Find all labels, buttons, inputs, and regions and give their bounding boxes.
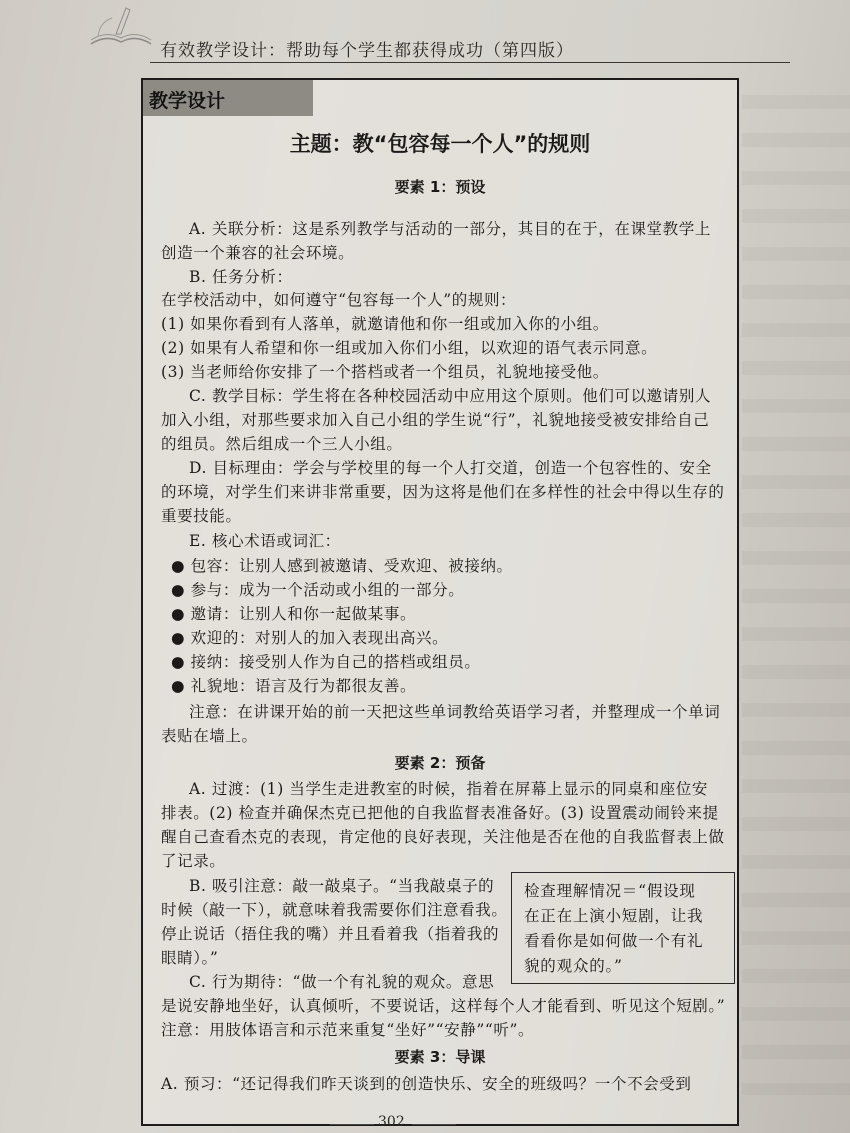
vocab-item: ● 参与：成为一个活动或小组的一部分。 bbox=[171, 581, 465, 599]
text-line: 注意：在讲课开始的前一天把这些单词教给英语学习者，并整理成一个单词 bbox=[189, 703, 721, 721]
running-head: 有效教学设计：帮助每个学生都获得成功（第四版） bbox=[160, 41, 574, 61]
text-line: C. 教学目标：学生将在各种校园活动中应用这个原则。他们可以邀请别人 bbox=[189, 387, 712, 405]
callout-line: 貌的观众的。” bbox=[524, 957, 623, 975]
page-number-rule-left bbox=[330, 1124, 374, 1125]
text-line: 时候（敲一下），就意味着我需要你们注意看我。 bbox=[161, 901, 508, 919]
vocab-text: 礼貌地：语言及行为都很友善。 bbox=[190, 677, 417, 695]
text-line: A. 预习：“还记得我们昨天谈到的创造快乐、安全的班级吗？一个不会受到 bbox=[161, 1075, 692, 1093]
text-line: 停止说话（捂住我的嘴）并且看着我（指着我的 bbox=[161, 925, 500, 943]
vocab-item: ● 邀请：让别人和你一起做某事。 bbox=[171, 605, 417, 623]
vocab-text: 包容：让别人感到被邀请、受欢迎、被接纳。 bbox=[190, 557, 513, 575]
lesson-design-box bbox=[141, 78, 739, 1126]
vocab-item: ● 欢迎的：对别人的加入表现出高兴。 bbox=[171, 629, 449, 647]
vocab-text: 邀请：让别人和你一起做某事。 bbox=[190, 605, 417, 623]
page-number: 302 bbox=[378, 1114, 405, 1130]
box-tab-label: 教学设计 bbox=[149, 90, 226, 112]
text-line: E. 核心术语或词汇： bbox=[189, 532, 341, 550]
callout-line: 在正在上演小短剧，让我 bbox=[524, 907, 704, 925]
text-line: 在学校活动中，如何遵守“包容每一个人”的规则： bbox=[161, 291, 517, 309]
text-line: (1) 如果你看到有人落单，就邀请他和你一组或加入你的小组。 bbox=[161, 315, 609, 333]
vocab-text: 欢迎的：对别人的加入表现出高兴。 bbox=[190, 629, 449, 647]
text-line: (2) 如果有人希望和你一组或加入你们小组，以欢迎的语气表示同意。 bbox=[161, 339, 658, 357]
page-number-rule-right bbox=[412, 1124, 456, 1125]
section-heading-3: 要素 3：导课 bbox=[394, 1048, 486, 1066]
section-heading-1: 要素 1：预设 bbox=[394, 178, 486, 196]
text-line: 注意：用肢体语言和示范来重复“坐好”“安静”“听”。 bbox=[161, 1021, 535, 1039]
vocab-item: ● 包容：让别人感到被邀请、受欢迎、被接纳。 bbox=[171, 557, 513, 575]
text-line: (3) 当老师给你安排了一个搭档或者一个组员，礼貌地接受他。 bbox=[161, 363, 609, 381]
bleed-through-text bbox=[742, 95, 850, 1095]
text-line: B. 吸引注意：敲一敲桌子。“当我敲桌子的 bbox=[189, 877, 495, 895]
text-line: 的环境，对学生们来讲非常重要，因为这将是他们在多样性的社会中得以生存的 bbox=[161, 483, 725, 501]
section-heading-2: 要素 2：预备 bbox=[394, 754, 486, 772]
text-line: 了记录。 bbox=[161, 852, 226, 870]
vocab-item: ● 接纳：接受别人作为自己的搭档或组员。 bbox=[171, 653, 481, 671]
text-line: 的组员。然后组成一个三人小组。 bbox=[161, 435, 403, 453]
callout-line: 检查理解情况＝“假设现 bbox=[524, 882, 696, 900]
comprehension-check-callout bbox=[511, 872, 735, 984]
text-line: 眼睛）。” bbox=[161, 949, 219, 967]
box-tab bbox=[143, 80, 313, 116]
text-line: C. 行为期待：“做一个有礼貌的观众。意思 bbox=[189, 973, 495, 991]
book-decoration-icon bbox=[86, 4, 156, 50]
text-line: 是说安静地坐好，认真倾听，不要说话，这样每个人才能看到、听见这个短剧。” bbox=[161, 997, 726, 1015]
text-line: 重要技能。 bbox=[161, 507, 242, 525]
vocab-text: 接纳：接受别人作为自己的搭档或组员。 bbox=[190, 653, 481, 671]
callout-line: 看看你是如何做一个有礼 bbox=[524, 932, 704, 950]
vocab-item: ● 礼貌地：语言及行为都很友善。 bbox=[171, 677, 417, 695]
text-line: D. 目标理由：学会与学校里的每一个人打交道，创造一个包容性的、安全 bbox=[189, 459, 712, 477]
topic-title: 主题：教“包容每一个人”的规则 bbox=[289, 132, 591, 156]
text-line: 醒自己查看杰克的表现，肯定他的良好表现，关注他是否在他的自我监督表上做 bbox=[161, 828, 725, 846]
header-rule bbox=[150, 62, 790, 63]
vocab-text: 参与：成为一个活动或小组的一部分。 bbox=[190, 581, 465, 599]
text-line: A. 关联分析：这是系列教学与活动的一部分，其目的在于，在课堂教学上 bbox=[189, 220, 711, 238]
text-line: 表贴在墙上。 bbox=[161, 727, 258, 745]
text-line: B. 任务分析： bbox=[189, 268, 293, 286]
text-line: 加入小组，对那些要求加入自己小组的学生说“行”，礼貌地接受被安排给自己 bbox=[161, 411, 710, 429]
text-line: 排表。(2) 检查并确保杰克已把他的自我监督表准备好。(3) 设置震动闹铃来提 bbox=[161, 804, 719, 822]
text-line: A. 过渡：(1) 当学生走进教室的时候，指着在屏幕上显示的同桌和座位安 bbox=[189, 780, 709, 798]
text-line: 创造一个兼容的社会环境。 bbox=[161, 244, 355, 262]
